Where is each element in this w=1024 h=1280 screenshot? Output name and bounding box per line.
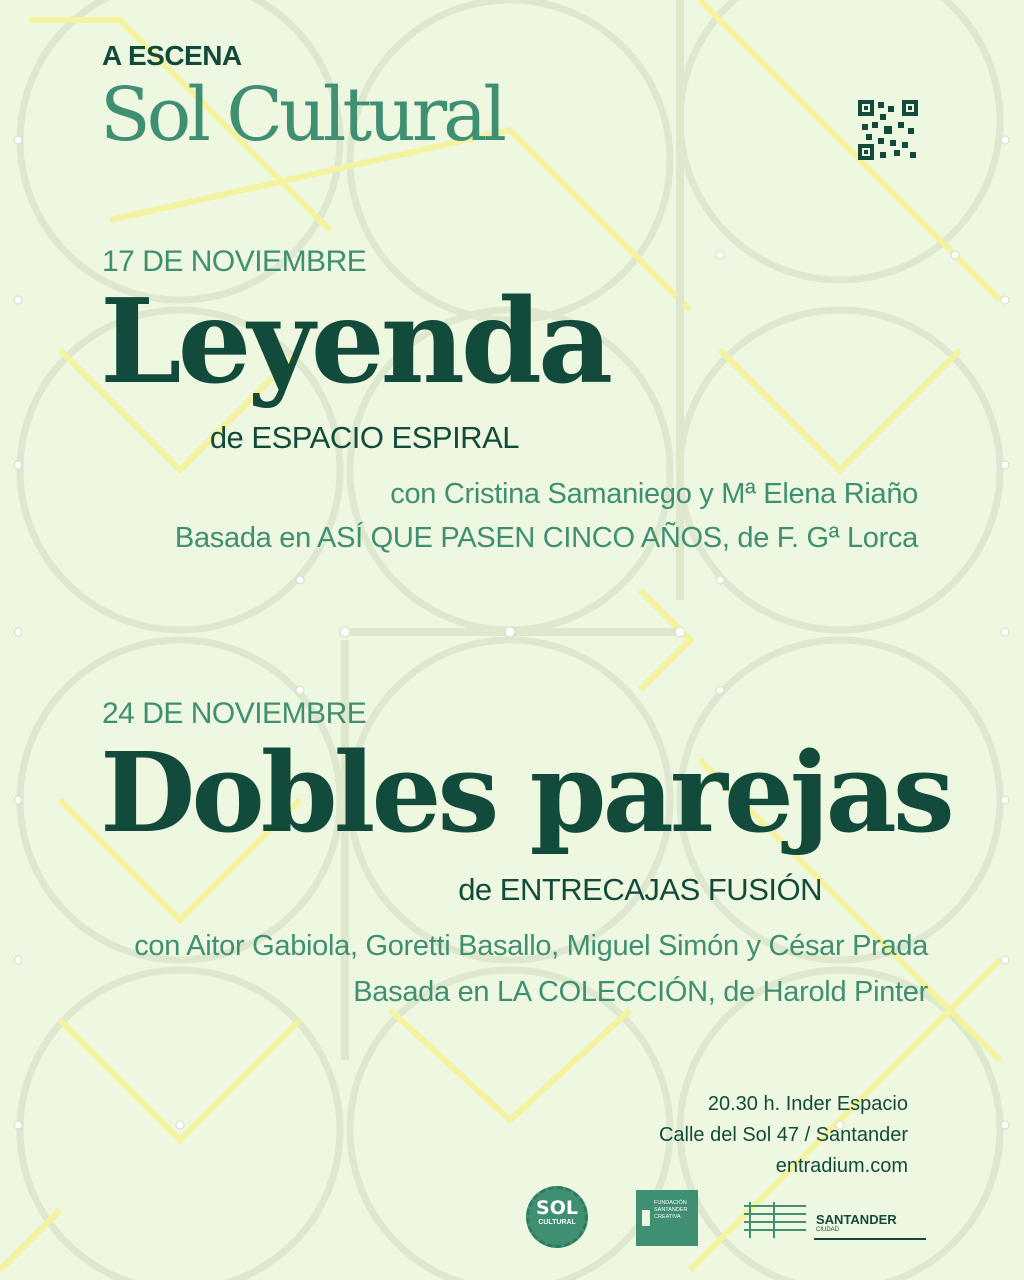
series-kicker: A ESCENA	[102, 40, 242, 71]
santander-ciudad-logo: SANTANDER CIUDAD	[744, 1198, 926, 1246]
event-2-company: de ENTRECAJAS FUSIÓN	[458, 872, 822, 907]
event-1-date: 17 DE NOVIEMBRE	[102, 245, 367, 278]
venue-address: Calle del Sol 47 / Santander	[658, 1124, 908, 1146]
qr-code-icon[interactable]	[858, 100, 918, 160]
fundacion-santander-creativa-logo: FUNDACIÓN SANTANDER CREATIVA	[636, 1190, 698, 1246]
event-2-date: 24 DE NOVIEMBRE	[102, 697, 367, 730]
event-1-title: Leyenda	[100, 274, 610, 410]
tickets-link[interactable]: entradium.com	[775, 1155, 908, 1177]
event-1-based-on: Basada en ASÍ QUE PASEN CINCO AÑOS, de F. Gª Lorca	[174, 522, 918, 554]
event-2-based-on: Basada en LA COLECCIÓN, de Harold Pinter	[353, 976, 928, 1008]
event-1-cast: con Cristina Samaniego y Mª Elena Riaño	[390, 478, 918, 510]
brand-title: Sol Cultural	[100, 72, 503, 158]
venue-time-place: 20.30 h. Inder Espacio	[707, 1093, 908, 1115]
sol-cultural-logo: SOL CULTURAL	[526, 1186, 588, 1248]
event-1-company: de ESPACIO ESPIRAL	[209, 420, 519, 455]
event-2-cast: con Aitor Gabiola, Goretti Basallo, Miguel Simón y César Prada	[134, 930, 928, 962]
event-2-title: Dobles parejas	[100, 728, 951, 857]
santander-skyline-icon	[744, 1202, 806, 1238]
